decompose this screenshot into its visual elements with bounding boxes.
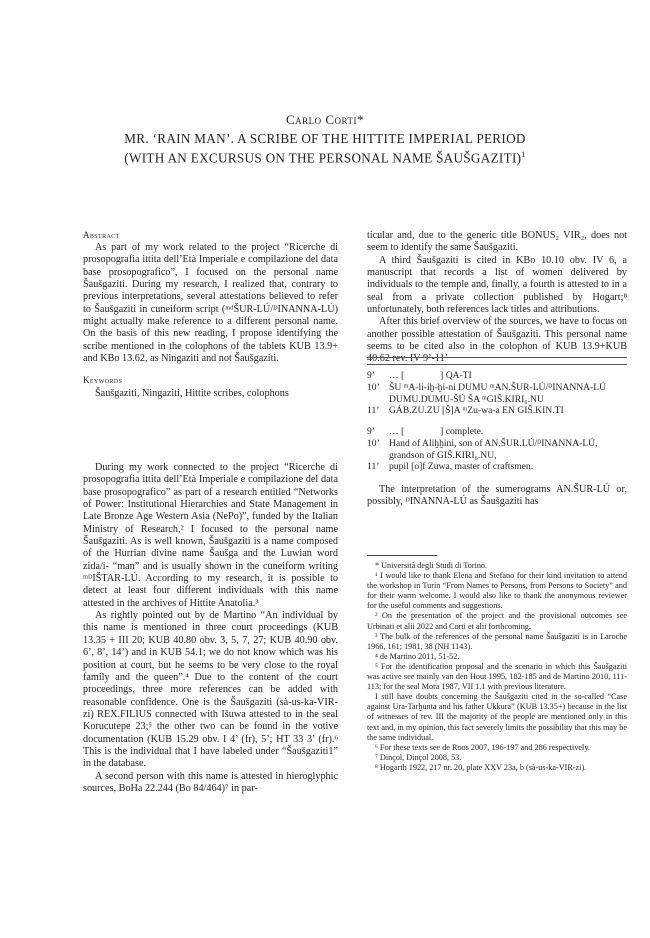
title-footnote-mark: 1 (521, 150, 526, 159)
transliteration-line (367, 382, 629, 406)
translation-block (367, 426, 629, 473)
main-text-right (367, 230, 627, 366)
line-number: 11’ (367, 405, 380, 417)
line-number: 10’ (367, 437, 380, 449)
paragraph: During my work connected to the project “Ricerche di prosopografia ittita dell’Età Imperiale e compilazione del data base prosopografico” as part of a research entitled “Networks of Power: Institutional Hierarchies and State Management in Late Bronze Age Western Asia (NePo)”, funded by the Italian Ministry of Research,² I focused to the personal name Šaušgaziti. As is well known, Šaušgaziti is a name composed of the Hurrian divine name Šaušga and the Luwian word zida/i- “man” and is usually shown in the cuneiform writing ᵐᴰIŠTAR-LÚ. According to my research, it is possible to detect at least four different individuals with this name attested in the archives of Hittite Anatolia.³ (83, 462, 338, 609)
footnote: ⁶ For these texts see de Roos 2007, 196-197 and 286 respectively. (375, 742, 590, 752)
paragraph: A second person with this name is attested in hieroglyphic sources, BoHa 22.244 (Bo 84/464)⁷ in par- (83, 770, 338, 794)
line-number: 10’ (367, 381, 380, 393)
footnotes (367, 561, 627, 773)
paragraph: A third Šaušgaziti is cited in KBo 10.10 obv. IV 6, a manuscript that records a list of women delivered by individuals to the temple and, finally, a fourth is attested to in a seal from a private collection published by Hogart;⁸ unfortunately, both references lack titles and attributions. (367, 254, 627, 316)
translation-line (367, 438, 629, 462)
author-name: Carlo Corti* (285, 112, 365, 127)
line-number: 9’ (367, 370, 375, 381)
separator-rule (367, 357, 627, 365)
transliteration-line (367, 405, 629, 417)
translation-line (367, 426, 629, 438)
abstract-body (83, 242, 338, 365)
footnote: * Università degli Studi di Torino. (375, 561, 488, 570)
article-title (40, 131, 610, 166)
line-text: … [ ] complete. (389, 426, 484, 437)
paragraph: ticular and, due to the generic title BONUS₂ VIR₂, does not seem to identify the same Šaušgaziti. (367, 230, 627, 254)
keywords-text: Šaušgaziti, Ningaziti, Hittite scribes, colophons (95, 388, 289, 399)
line-text: GÁB.ZU.ZU [Š]A ᵐZu-wa-a EN GIŠ.KIN.TI (389, 405, 564, 417)
footnote: ⁴ de Martino 2011, 51-52. (375, 651, 460, 661)
translation-line (367, 461, 629, 473)
footnote: ¹ I would like to thank Elena and Stefano for their kind invitation to attend the workshop in Turin “From Names to Persons, from Persons to Society” and for their warm welcome. I would also like to thank the anonymous reviewer for the useful comments and suggestions. (367, 571, 627, 611)
transliteration-block (367, 370, 629, 417)
paragraph: The interpretation of the sumerograms AN.ŠUR-LÚ or, possibly, ᴰINANNA-LÚ as Šaušgaziti has (367, 484, 627, 508)
line-number: 11’ (367, 461, 380, 473)
line-text: ŠU ᵐA-li-iḫ-ḫi-ni DUMU ᵐAN.ŠUR-LÚ/ᴰINANNA-LÚ DUMU.DUMU-ŠÚ ŠA ᵐGIŠ.KIRI₆.NU (389, 381, 607, 405)
title-line-1: MR. ‘RAIN MAN’. A SCRIBE OF THE HITTITE IMPERIAL PERIOD (124, 131, 526, 146)
paragraph: As rightly pointed out by de Martino “An individual by this name is mentioned in three court proceedings (KUB 13.35 + III 20; KUB 40.80 obv. 3, 5, 7, 27; KUB 40.90 obv. 6’, 8’, 14’) and in KUB 54.1; we do not know which was his position at court, but he seems to be very close to the royal family and the queen”.⁴ Due to the content of the court proceedings, three more references can be added with reasonable confidence. One is the Šaušgaziti (sà-us-ka-VIR-zi) REX.FILIUS connected with Išuwa attested to in the seal Korucutepe 23;⁵ the other two can be found in the votive documentation (KUB 15.29 obv. I 4’ (fr), 5’; HT 33 3’ (fr).⁶ This is the individual that I have labeled under “Šaušgaziti1” in the database. (83, 610, 338, 770)
title-line-2-text: (WITH AN EXCURSUS ON THE PERSONAL NAME ŠAUŠGAZITI) (124, 150, 522, 166)
transliteration-line (367, 370, 629, 382)
title-line-2 (40, 147, 610, 166)
footnote: ⁵ For the identification proposal and the scenario in which this Šaušgaziti was active see mainly van den Hout 1995, 182-185 and de Martino 2010, 111-113; for the seal Mora 1987, VII 1.1 with previous literature. (367, 661, 627, 692)
footnote: ² On the presentation of the project and the provisional outcomes see Urbinati et alii 2022 and Corti et alii forthcoming. (367, 611, 627, 631)
line-text: … [ ] QA-TI (389, 370, 472, 381)
footnote: ⁸ Hogarth 1922, 217 nr. 20, plate XXV 23a, b (sà-us-ka-VIR-zi). (375, 762, 587, 772)
line-text: Hand of Aliḫḫini, son of AN.ŠUR.LÚ/ᴰINANNA-LÚ, grandson of GIŠ.KIRI₆.NU, (389, 437, 598, 461)
footnote: I still have doubts concerning the Šaušgaziti cited in the so-called “Case against Ura-Tarḫunta and his father Ukkura” (KUB 13.35+) because in the list of witnesses of rev. III the majority of the people are mentioned only in this text and, in my opinion, this fact severely limits the possibility that this may be the same individual. (367, 692, 627, 742)
line-number: 9’ (367, 426, 375, 437)
footnote: ³ The bulk of the references of the personal name Šaušgaziti is in Laroche 1966, 161; 1981, 38 (NH 1143). (367, 631, 627, 651)
main-text-left (83, 462, 338, 795)
main-text-right-continued (367, 484, 627, 509)
paragraph: After this brief overview of the sources, we have to focus on another possible attestation of Šaušgaziti. This personal name seems to be cited also in the colophon of KUB 13.9+KUB 40.62 rev. IV 9’-11’ (367, 316, 627, 365)
footnote-rule (367, 555, 437, 556)
abstract-text: As part of my work related to the project “Ricerche di prosopografia ittita dell’Età Imperiale e compilazione del data base prosopografico”, I focused on the personal name Šaušgaziti. During my research, I realized that, contrary to previous interpretations, several attestations believed to refer to Šaušgaziti in cuneiform script (ᵐᵈŠUR-LÚ/ᴰINANNA-LÚ) might actually make reference to a different personal name. On the basis of this new reading, I propose identifying the scribe mentioned in the colophons of the tablets KUB 13.9+ and KBo 13.62, as Ningaziti and not Šaušgaziti. (83, 242, 338, 365)
line-text: pupil [o]f Zuwa, master of craftsmen. (389, 461, 534, 473)
keywords-heading: Keywords (83, 375, 123, 385)
footnote: ⁷ Dinçol, Dinçol 2008, 53. (375, 752, 462, 762)
abstract-heading: Abstract (83, 230, 120, 240)
